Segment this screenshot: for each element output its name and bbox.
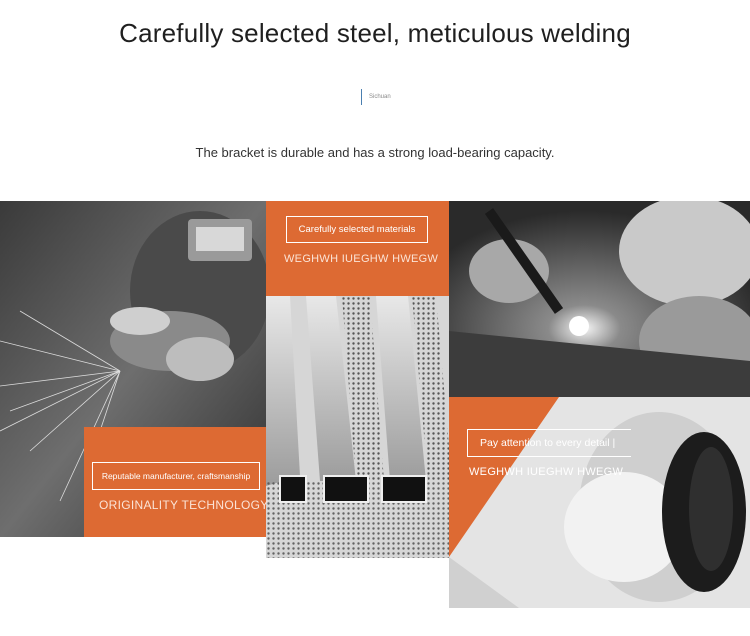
title-divider <box>361 89 362 105</box>
detail-caption: WEGHWH IUEGHW HWEGW <box>469 466 624 478</box>
manufacturer-box: Reputable manufacturer, craftsmanship <box>92 462 260 490</box>
manufacturer-caption: ORIGINALITY TECHNOLOGY <box>99 498 269 512</box>
detail-box: Pay attention to every detail | <box>467 429 631 457</box>
materials-box: Carefully selected materials <box>286 216 428 243</box>
page-subtitle: The bracket is durable and has a strong load-bearing capacity. <box>195 145 555 160</box>
steel-profiles-photo <box>266 296 449 558</box>
welding-photo <box>449 201 750 397</box>
materials-caption: WEGHWH IUEGHW HWEGW <box>284 253 439 265</box>
location-label: Sichuan <box>369 94 391 100</box>
page-title: Carefully selected steel, meticulous welding <box>119 18 631 48</box>
